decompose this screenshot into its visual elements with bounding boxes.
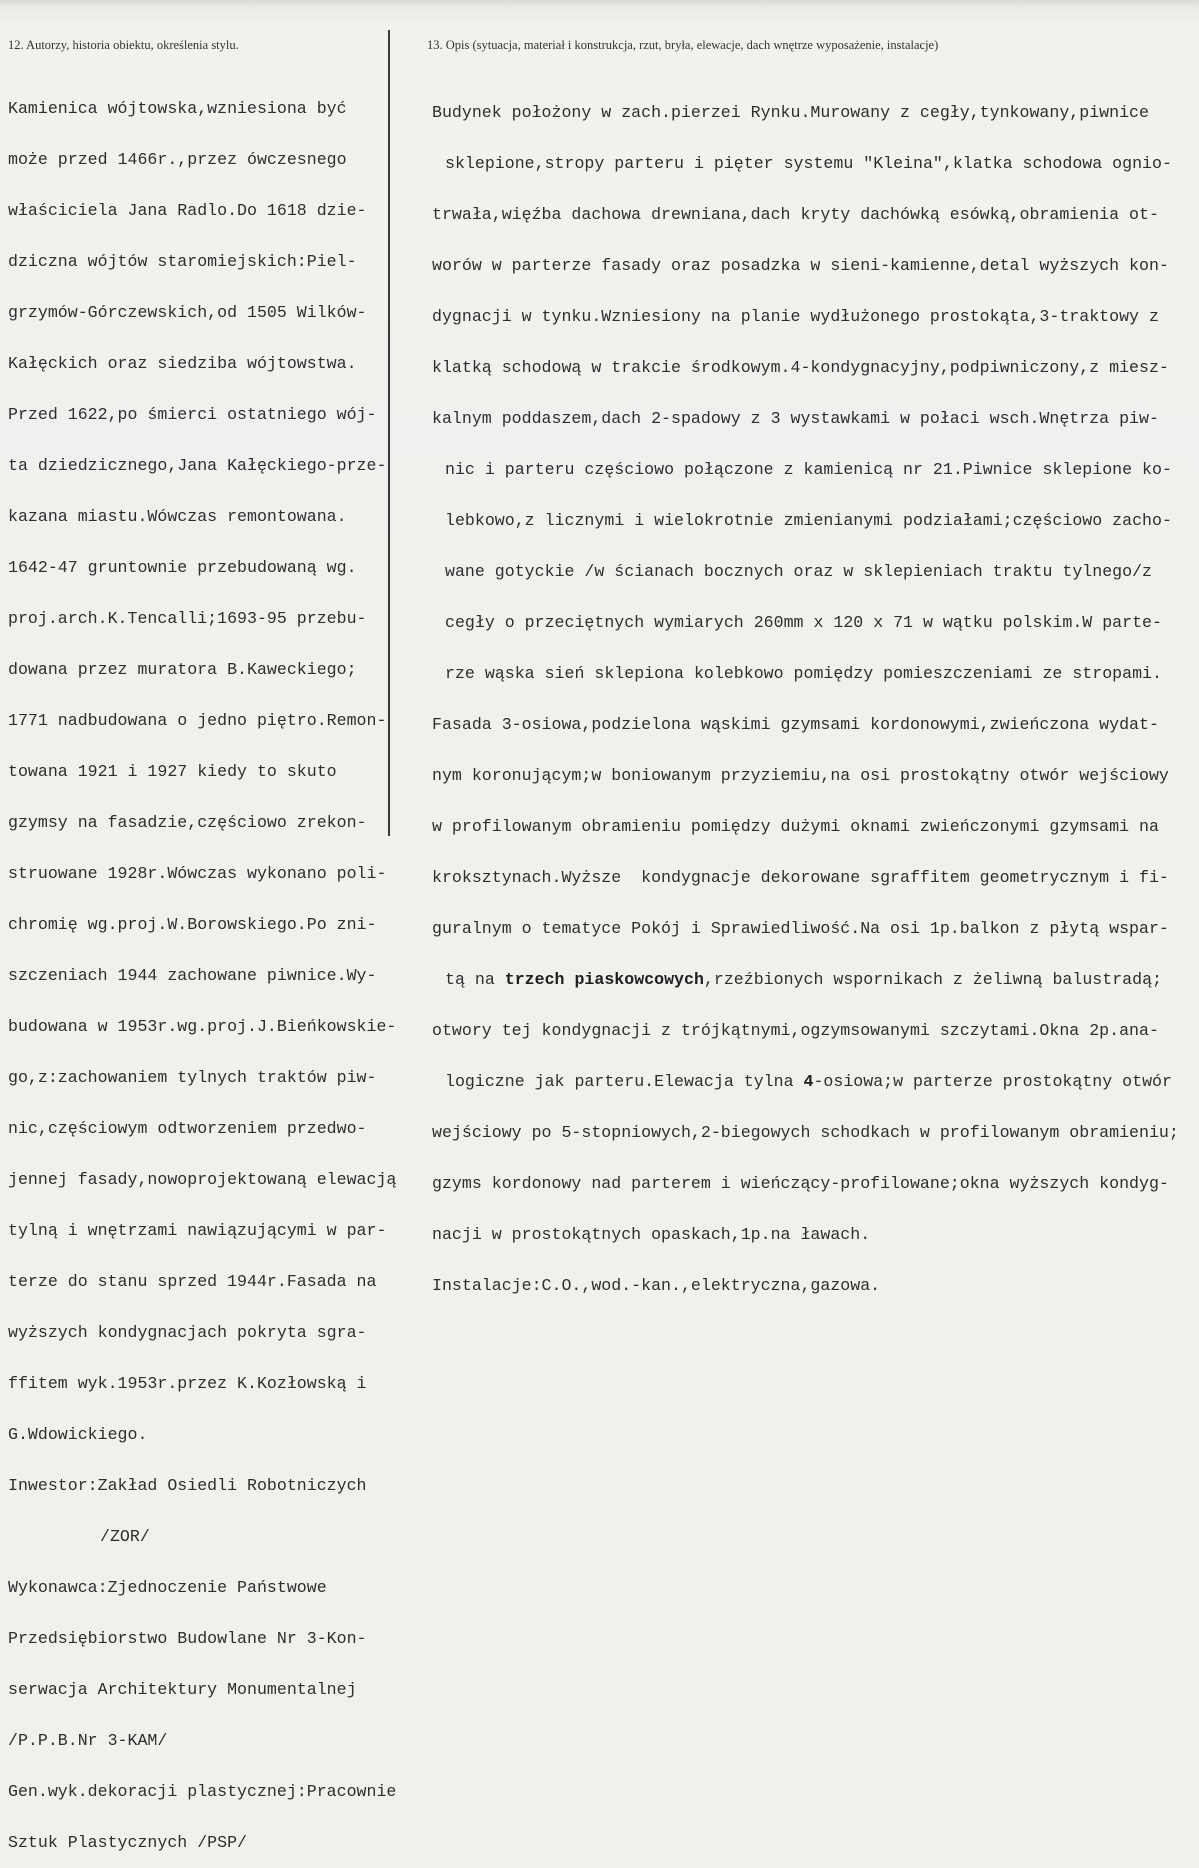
description-line: lebkowo,z licznymi i wielokrotnie zmienianymi podziałami;częściowo zacho- <box>445 511 1172 530</box>
history-line: Przed 1622,po śmierci ostatniego wój- <box>8 405 377 424</box>
description-line: wejściowy po 5-stopniowych,2-biegowych schodkach w profilowanym obramieniu; <box>432 1123 1179 1142</box>
history-line: chromię wg.proj.W.Borowskiego.Po zni- <box>8 915 377 934</box>
description-line <box>432 1073 1179 1090</box>
history-line: szczeniach 1944 zachowane piwnice.Wy- <box>8 966 377 985</box>
history-line: Kałęckich oraz siedziba wójtowstwa. <box>8 354 357 373</box>
description-line: Fasada 3-osiowa,podzielona wąskimi gzymsami kordonowymi,zwieńczona wydat- <box>432 715 1159 734</box>
contractor-line: serwacja Architektury Monumentalnej <box>8 1680 357 1699</box>
description-text: tą na <box>445 970 505 989</box>
description-line: nacji w prostokątnych opaskach,1p.na ławach. <box>432 1225 871 1244</box>
installations-line: Instalacje:C.O.,wod.-kan.,elektryczna,gazowa. <box>432 1276 881 1295</box>
history-line: G.Wdowickiego. <box>8 1425 148 1444</box>
history-line: kazana miastu.Wówczas remontowana. <box>8 507 347 526</box>
description-line: dygnacji w tynku.Wzniesiony na planie wydłużonego prostokąta,3-traktowy z <box>432 307 1159 326</box>
investor-line: Inwestor:Zakład Osiedli Robotniczych <box>8 1476 367 1495</box>
description-line: kalnym poddaszem,dach 2-spadowy z 3 wystawkami w połaci wsch.Wnętrza piw- <box>432 409 1159 428</box>
history-line: 1771 nadbudowana o jedno piętro.Remon- <box>8 711 387 730</box>
history-line: struowane 1928r.Wówczas wykonano poli- <box>8 864 387 883</box>
history-line: go,z:zachowaniem tylnych traktów piw- <box>8 1068 377 1087</box>
history-column <box>8 66 396 1868</box>
description-line: klatką schodową w trakcie środkowym.4-kondygnacyjny,podpiwniczony,z miesz- <box>432 358 1169 377</box>
history-line: budowana w 1953r.wg.proj.J.Bieńkowskie- <box>8 1017 397 1036</box>
description-line: sklepione,stropy parteru i pięter systemu "Kleina",klatka schodowa ognio- <box>445 154 1172 173</box>
description-line: trwała,więźba dachowa drewniana,dach kryty dachówką esówką,obramienia ot- <box>432 205 1159 224</box>
description-line <box>432 971 1179 988</box>
description-line: rze wąska sień sklepiona kolebkowo pomiędzy pomieszczeniami ze stropami. <box>445 664 1162 683</box>
contractor-abbreviation: /P.P.B.Nr 3-KAM/ <box>8 1731 168 1750</box>
description-text: -osiowa;w parterze prostokątny otwór <box>813 1072 1172 1091</box>
history-line: terze do stanu sprzed 1944r.Fasada na <box>8 1272 377 1291</box>
contractor-line: Wykonawca:Zjednoczenie Państwowe <box>8 1578 327 1597</box>
description-line: gzyms kordonowy nad parterem i wieńczący-profilowane;okna wyższych kondyg- <box>432 1174 1169 1193</box>
history-line: wyższych kondygnacjach pokryta sgra- <box>8 1323 367 1342</box>
description-line: nic i parteru częściowo połączone z kamienicą nr 21.Piwnice sklepione ko- <box>445 460 1172 479</box>
history-line: właściciela Jana Radlo.Do 1618 dzie- <box>8 201 367 220</box>
history-line: proj.arch.K.Tencalli;1693-95 przebu- <box>8 609 367 628</box>
section-13-heading: 13. Opis (sytuacja, materiał i konstrukcja, rzut, bryła, elewacje, dach wnętrze wyposażenie, instalacje) <box>427 38 939 52</box>
description-line: Budynek położony w zach.pierzei Rynku.Murowany z cegły,tynkowany,piwnice <box>432 103 1149 122</box>
overtyped-text: trzech piaskowcowych <box>504 970 704 989</box>
history-line: jennej fasady,nowoprojektowaną elewacją <box>8 1170 397 1189</box>
history-line: dziczna wójtów staromiejskich:Piel- <box>8 252 357 271</box>
description-line: worów w parterze fasady oraz posadzka w sieni-kamienne,detal wyższych kon- <box>432 256 1169 275</box>
description-text: logiczne jak parteru.Elewacja tylna <box>445 1072 804 1091</box>
description-line: guralnym o tematyce Pokój i Sprawiedliwość.Na osi 1p.balkon z płytą wspar- <box>432 919 1169 938</box>
description-line: nym koronującym;w boniowanym przyziemiu,na osi prostokątny otwór wejściowy <box>432 766 1169 785</box>
description-line: otwory tej kondygnacji z trójkątnymi,ogzymsowanymi szczytami.Okna 2p.ana- <box>432 1021 1159 1040</box>
contractor-line: Przedsiębiorstwo Budowlane Nr 3-Kon- <box>8 1629 367 1648</box>
decoration-contractor-line: Sztuk Plastycznych /PSP/ <box>8 1833 247 1852</box>
description-text: ,rzeźbionych wspornikach z żeliwną balustradą; <box>703 970 1162 989</box>
history-line: dowana przez muratora B.Kaweckiego; <box>8 660 357 679</box>
description-line: cegły o przeciętnych wymiarych 260mm x 120 x 71 w wątku polskim.W parte- <box>445 613 1162 632</box>
description-line: wane gotyckie /w ścianach bocznych oraz w sklepieniach traktu tylnego/z <box>445 562 1153 581</box>
description-column <box>432 70 1179 1311</box>
history-line: grzymów-Górczewskich,od 1505 Wilków- <box>8 303 367 322</box>
history-line: tylną i wnętrzami nawiązującymi w par- <box>8 1221 387 1240</box>
overtyped-text: 4 <box>803 1072 814 1091</box>
section-12-heading: 12. Autorzy, historia obiektu, określenia stylu. <box>8 38 239 52</box>
description-line: w profilowanym obramieniu pomiędzy dużymi oknami zwieńczonymi gzymsami na <box>432 817 1159 836</box>
investor-abbreviation: /ZOR/ <box>100 1527 150 1546</box>
decoration-contractor-line: Gen.wyk.dekoracji plastycznej:Pracownie <box>8 1782 397 1801</box>
history-line: nic,częściowym odtworzeniem przedwo- <box>8 1119 367 1138</box>
history-line: ta dziedzicznego,Jana Kałęckiego-prze- <box>8 456 387 475</box>
description-line: kroksztynach.Wyższe kondygnacje dekorowane sgraffitem geometrycznym i fi- <box>432 868 1169 887</box>
history-line: Kamienica wójtowska,wzniesiona być <box>8 99 347 118</box>
history-line: może przed 1466r.,przez ówczesnego <box>8 150 347 169</box>
history-line: 1642-47 gruntownie przebudowaną wg. <box>8 558 357 577</box>
history-line: ffitem wyk.1953r.przez K.Kozłowską i <box>8 1374 367 1393</box>
history-line: towana 1921 i 1927 kiedy to skuto <box>8 762 337 781</box>
history-line: gzymsy na fasadzie,częściowo zrekon- <box>8 813 367 832</box>
